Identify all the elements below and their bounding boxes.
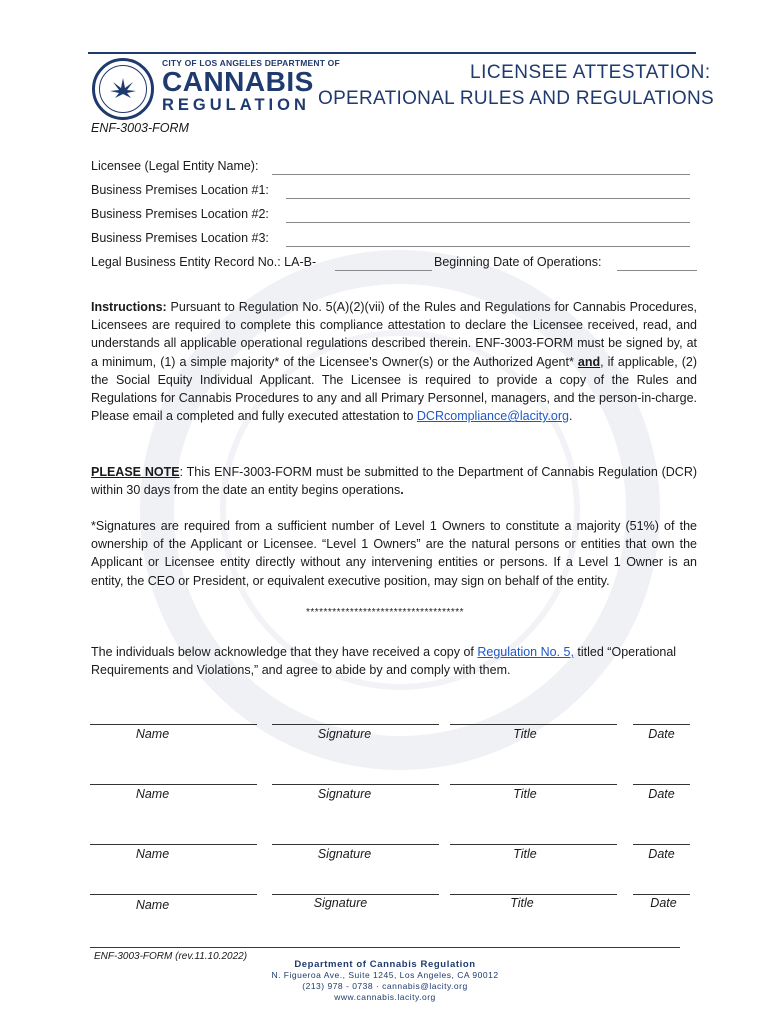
sig-row4-title-line[interactable] bbox=[450, 894, 617, 895]
footer-phone-email: (213) 978 - 0738 · cannabis@lacity.org bbox=[302, 981, 468, 991]
sig-row1-signature-label: Signature bbox=[317, 727, 372, 741]
location2-label: Business Premises Location #2: bbox=[91, 207, 269, 221]
sig-row4-signature-line[interactable] bbox=[272, 894, 439, 895]
sig-row2-name-label: Name bbox=[135, 787, 170, 801]
please-note-text: : This ENF-3003-FORM must be submitted to the Department of Cannabis Regulation (DCR) within 30 days from the date an entity begins operations bbox=[91, 465, 698, 498]
footer-department: Department of Cannabis Regulation bbox=[294, 959, 476, 970]
acknowledge-paragraph bbox=[91, 643, 697, 679]
footer-form-revision: ENF-3003-FORM (rev.11.10.2022) bbox=[94, 951, 248, 962]
separator: ************************************ bbox=[305, 607, 465, 618]
sig-row2-name-line[interactable] bbox=[90, 784, 257, 785]
sig-row2-signature-label: Signature bbox=[317, 787, 372, 801]
sig-row4-date-label: Date bbox=[650, 896, 677, 910]
sig-row4-title-label: Title bbox=[510, 896, 534, 910]
instructions-text: Pursuant to Regulation No. 5(A)(2)(vii) of the Rules and Regulations for Cannabis Procedures, Licensees are required to complete this compliance attestation to declare the Licensee received, read, and understands all applicable operational regulations described therein. ENF-3003-FORM must be signed by, at a minimum, (1) a simple majority* of the Licensee's Owner(s) or the Authorized Agent* bbox=[91, 300, 697, 369]
instructions-text2: , if applicable, (2) the Social Equity Individual Applicant. The Licensee is required to provide a copy of the Rules and Regulations for Cannabis Procedures to any and all Primary Personnel, managers, and the person-in-charge. Please email a completed and fully executed attestation to bbox=[91, 354, 698, 424]
please-note-end: . bbox=[400, 483, 404, 498]
record-no-field[interactable] bbox=[335, 270, 432, 271]
document-title-line1: LICENSEE ATTESTATION: bbox=[470, 62, 711, 83]
begin-date-field[interactable] bbox=[617, 270, 697, 271]
sig-row3-signature-line[interactable] bbox=[272, 844, 439, 845]
org-subtitle: REGULATION bbox=[162, 96, 310, 114]
form-id: ENF-3003-FORM bbox=[91, 121, 189, 135]
licensee-label: Licensee (Legal Entity Name): bbox=[91, 159, 259, 173]
location2-field[interactable] bbox=[286, 222, 690, 223]
sig-row3-title-label: Title bbox=[513, 847, 537, 861]
and-emphasis: and bbox=[577, 354, 601, 369]
sig-row3-date-line[interactable] bbox=[633, 844, 690, 845]
location3-label: Business Premises Location #3: bbox=[91, 231, 269, 245]
department-seal-icon bbox=[92, 58, 154, 120]
sig-row4-date-line[interactable] bbox=[633, 894, 690, 895]
sig-row1-signature-line[interactable] bbox=[272, 724, 439, 725]
sig-row3-name-label: Name bbox=[135, 847, 170, 861]
location3-field[interactable] bbox=[286, 246, 690, 247]
please-note-paragraph bbox=[91, 463, 697, 499]
sig-row1-title-line[interactable] bbox=[450, 724, 617, 725]
sig-row1-name-line[interactable] bbox=[90, 724, 257, 725]
sig-row2-title-label: Title bbox=[513, 787, 537, 801]
licensee-field[interactable] bbox=[272, 174, 690, 175]
sig-row2-title-line[interactable] bbox=[450, 784, 617, 785]
sig-row4-signature-label: Signature bbox=[313, 896, 368, 910]
signature-requirement-note: *Signatures are required from a sufficient number of Level 1 Owners to constitute a majority (51%) of the ownership of the Applicant or Licensee. “Level 1 Owners” are the natural persons or entities that own the Applicant or Licensee entity directly without any intervening entities or persons. If a Level 1 Owner is an entity, the CEO or President, or equivalent executive position, may sign on behalf of the entity. bbox=[91, 519, 697, 588]
header-rule bbox=[88, 52, 696, 54]
sig-row3-date-label: Date bbox=[648, 847, 675, 861]
acknowledge-text1: The individuals below acknowledge that they have received a copy of bbox=[91, 645, 478, 659]
regulation-link[interactable]: Regulation No. 5, bbox=[477, 645, 574, 659]
sig-row4-name-label: Name bbox=[135, 898, 170, 912]
email-link[interactable]: DCRcompliance@lacity.org bbox=[416, 409, 569, 424]
instructions-label: Instructions: bbox=[91, 300, 167, 314]
sig-row2-date-line[interactable] bbox=[633, 784, 690, 785]
sig-row3-name-line[interactable] bbox=[90, 844, 257, 845]
record-no-label: Legal Business Entity Record No.: LA-B- bbox=[91, 255, 317, 269]
footer-website: www.cannabis.lacity.org bbox=[334, 992, 436, 1002]
sig-row3-title-line[interactable] bbox=[450, 844, 617, 845]
sig-row1-date-label: Date bbox=[648, 727, 675, 741]
please-note-label: PLEASE NOTE bbox=[91, 465, 180, 479]
sig-row1-date-line[interactable] bbox=[633, 724, 690, 725]
location1-field[interactable] bbox=[286, 198, 690, 199]
sig-row1-name-label: Name bbox=[135, 727, 170, 741]
instructions-paragraph bbox=[91, 298, 697, 425]
begin-date-label: Beginning Date of Operations: bbox=[434, 255, 602, 269]
sig-row2-signature-line[interactable] bbox=[272, 784, 439, 785]
sig-row4-name-line[interactable] bbox=[90, 894, 257, 895]
sig-row2-date-label: Date bbox=[648, 787, 675, 801]
org-name: CANNABIS bbox=[162, 66, 314, 97]
location1-label: Business Premises Location #1: bbox=[91, 183, 269, 197]
cannabis-leaf-icon bbox=[108, 76, 138, 102]
footer-address: N. Figueroa Ave., Suite 1245, Los Angeles, CA 90012 bbox=[271, 970, 499, 980]
instructions-end: . bbox=[569, 409, 573, 424]
sig-row3-signature-label: Signature bbox=[317, 847, 372, 861]
document-title-line2: OPERATIONAL RULES AND REGULATIONS bbox=[318, 88, 714, 109]
sig-row1-title-label: Title bbox=[513, 727, 537, 741]
acknowledge-text2: titled “Operational Requirements and Violations,” and agree to abide by and comply with them. bbox=[91, 645, 677, 678]
footer-rule bbox=[90, 947, 680, 948]
org-small-text: CITY OF LOS ANGELES DEPARTMENT OF bbox=[162, 58, 340, 68]
